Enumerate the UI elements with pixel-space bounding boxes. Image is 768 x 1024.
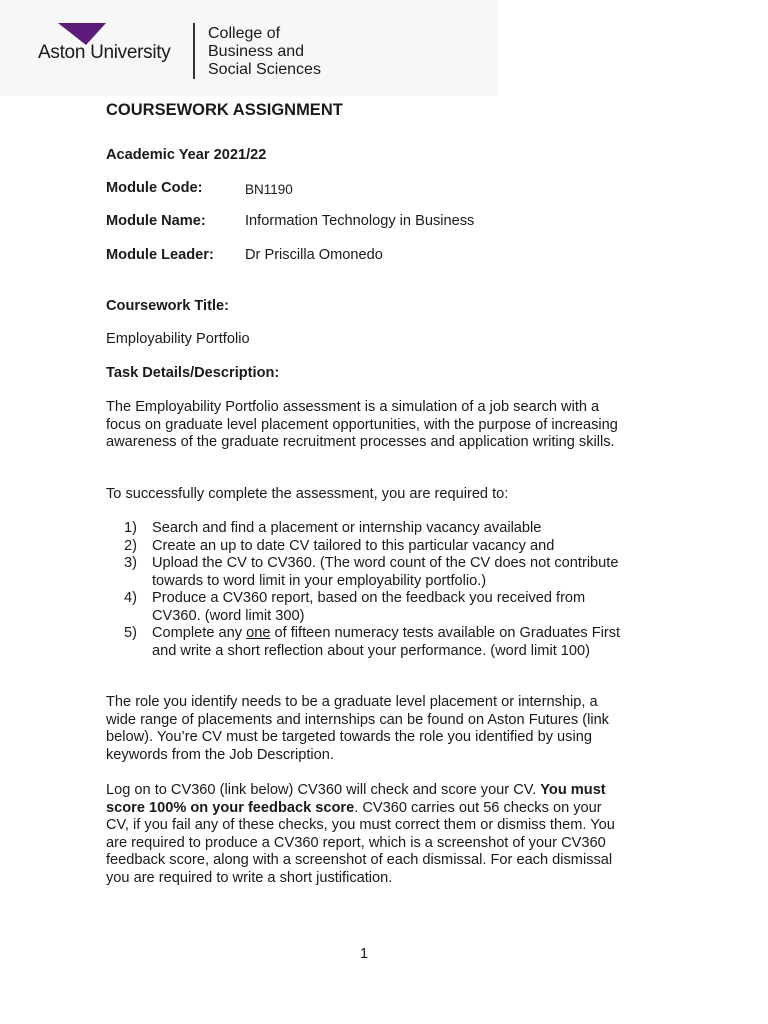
college-name bbox=[208, 25, 321, 79]
document-title: COURSEWORK ASSIGNMENT bbox=[106, 101, 343, 119]
list-item-text: Upload the CV to CV360. (The word count of the CV does not contribute towards to word limit in your employability portfolio.) bbox=[152, 555, 619, 589]
underlined-word: one bbox=[246, 625, 271, 641]
college-line: College of bbox=[208, 25, 281, 42]
module-leader-value: Dr Priscilla Omonedo bbox=[245, 247, 383, 263]
college-line: Business and bbox=[208, 43, 305, 60]
module-name-value: Information Technology in Business bbox=[245, 213, 475, 229]
list-number: 1) bbox=[124, 520, 137, 536]
list-number: 5) bbox=[124, 625, 137, 641]
cv360-text-start: Log on to CV360 (link below) CV360 will check and score your CV. bbox=[106, 782, 541, 798]
coursework-title-label: Coursework Title: bbox=[106, 298, 229, 314]
coursework-title: Employability Portfolio bbox=[106, 331, 250, 347]
aston-university-logo bbox=[38, 23, 188, 73]
task-details-label: Task Details/Description: bbox=[106, 365, 280, 381]
role-paragraph: The role you identify needs to be a graduate level placement or internship, a wide range of placements and internships can be found on Aston Futures (link below). You’re CV must be targeted towards the role you identified by using keywords from the Job Description. bbox=[106, 694, 609, 763]
list-item bbox=[106, 590, 626, 625]
cv360-text-end: . CV360 carries out 56 checks on your CV, if you fail any of these checks, you must correct them or dismiss them. You are required to produce a CV360 report, which is a screenshot of your CV360 feedback score, along with a screenshot of each dismissal. For each dismissal you are required to write a short justification. bbox=[106, 799, 615, 886]
list-item bbox=[106, 538, 626, 556]
module-code-label: Module Code: bbox=[106, 180, 203, 196]
module-code-value: BN1190 bbox=[245, 182, 293, 197]
academic-year: Academic Year 2021/22 bbox=[106, 147, 267, 163]
header-band bbox=[0, 0, 498, 96]
list-item-text-start: Complete any bbox=[152, 625, 247, 641]
list-item-text: Create an up to date CV tailored to this particular vacancy and bbox=[152, 537, 555, 554]
module-name-label: Module Name: bbox=[106, 213, 206, 229]
list-item-text: Produce a CV360 report, based on the feedback you received from CV360. (word limit 300) bbox=[152, 590, 586, 624]
page-number: 1 bbox=[359, 946, 369, 962]
logo-text: Aston University bbox=[38, 42, 171, 63]
list-number: 4) bbox=[124, 590, 137, 606]
cv360-emphasis: You must score 100% on your feedback score bbox=[106, 782, 606, 816]
list-number: 2) bbox=[124, 537, 137, 554]
list-item-text bbox=[152, 625, 620, 659]
list-item bbox=[106, 555, 626, 590]
list-number: 3) bbox=[124, 555, 137, 571]
module-leader-label: Module Leader: bbox=[106, 247, 214, 263]
college-line: Social Sciences bbox=[208, 61, 321, 78]
requirements-intro: To successfully complete the assessment, you are required to: bbox=[106, 486, 509, 502]
list-item-text: Search and find a placement or internship vacancy available bbox=[152, 520, 542, 536]
list-item bbox=[106, 625, 626, 660]
list-item bbox=[106, 520, 626, 538]
cv360-paragraph bbox=[106, 782, 626, 887]
intro-paragraph: The Employability Portfolio assessment is a simulation of a job search with a focus on graduate level placement opportunities, with the purpose of increasing awareness of the graduate recruitment processes and application writing skills. bbox=[106, 399, 618, 450]
task-list bbox=[106, 520, 626, 660]
list-item-text-end: of fifteen numeracy tests available on Graduates First and write a short reflection about your performance. (word limit 100) bbox=[152, 625, 621, 659]
header-divider bbox=[193, 23, 195, 79]
